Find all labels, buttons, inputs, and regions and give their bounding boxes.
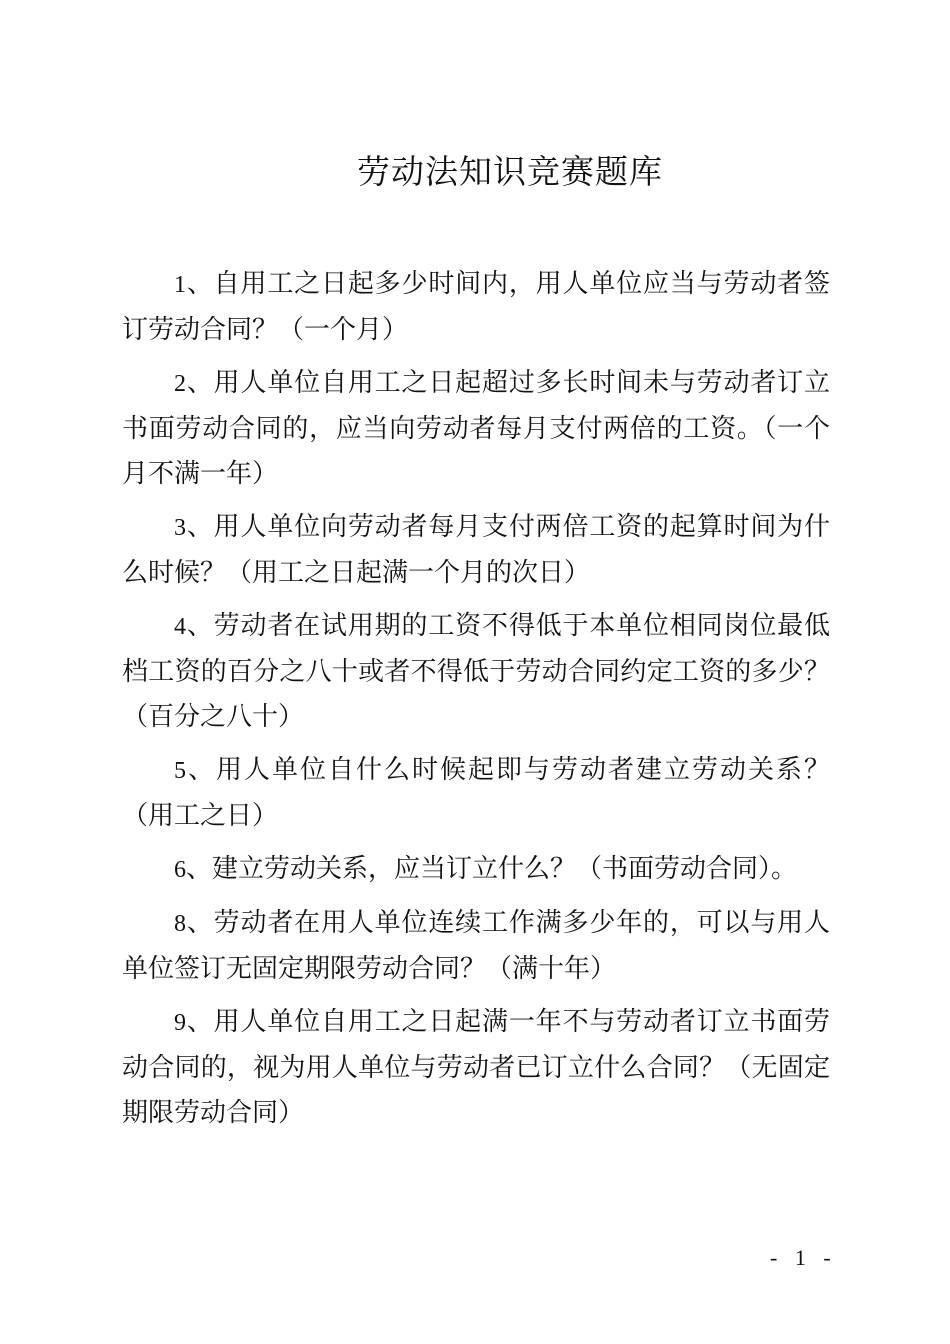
question-number: 5 [174,758,186,784]
question-number: 1 [174,272,186,298]
question-text: 、自用工之日起多少时间内，用人单位应当与劳动者签订劳动合同？（一个月） [122,269,830,345]
question-item [122,604,830,740]
question-item [122,361,830,497]
question-number: 6 [174,857,186,883]
question-number: 4 [174,614,186,640]
question-item [122,748,830,839]
question-list [122,262,830,1144]
page-number: - 1 - [770,1245,837,1270]
question-text: 、用人单位向劳动者每月支付两倍工资的起算时间为什么时候？（用工之日起满一个月的次日） [122,512,830,588]
question-text: 、用人单位自用工之日起满一年不与劳动者订立书面劳动合同的，视为用人单位与劳动者已订立什么合同？（无固定期限劳动合同） [122,1007,830,1128]
question-item [122,262,830,353]
question-item [122,901,830,992]
question-item [122,1000,830,1136]
question-number: 8 [174,911,186,937]
question-number: 2 [174,371,186,397]
question-number: 9 [174,1010,186,1036]
question-text: 、劳动者在试用期的工资不得低于本单位相同岗位最低档工资的百分之八十或者不得低于劳动合同约定工资的多少？（百分之八十） [122,611,830,732]
document-title: 劳动法知识竞赛题库 [357,152,663,191]
question-text: 、用人单位自用工之日起超过多长时间未与劳动者订立书面劳动合同的，应当向劳动者每月支付两倍的工资。（一个月不满一年） [122,368,830,489]
question-item [122,847,830,893]
question-number: 3 [174,515,186,541]
question-text: 、劳动者在用人单位连续工作满多少年的，可以与用人单位签订无固定期限劳动合同？（满十年） [122,908,830,984]
question-text: 、建立劳动关系，应当订立什么？（书面劳动合同）。 [186,854,798,884]
question-text: 、用人单位自什么时候起即与劳动者建立劳动关系？（用工之日） [122,755,830,831]
question-item [122,505,830,596]
